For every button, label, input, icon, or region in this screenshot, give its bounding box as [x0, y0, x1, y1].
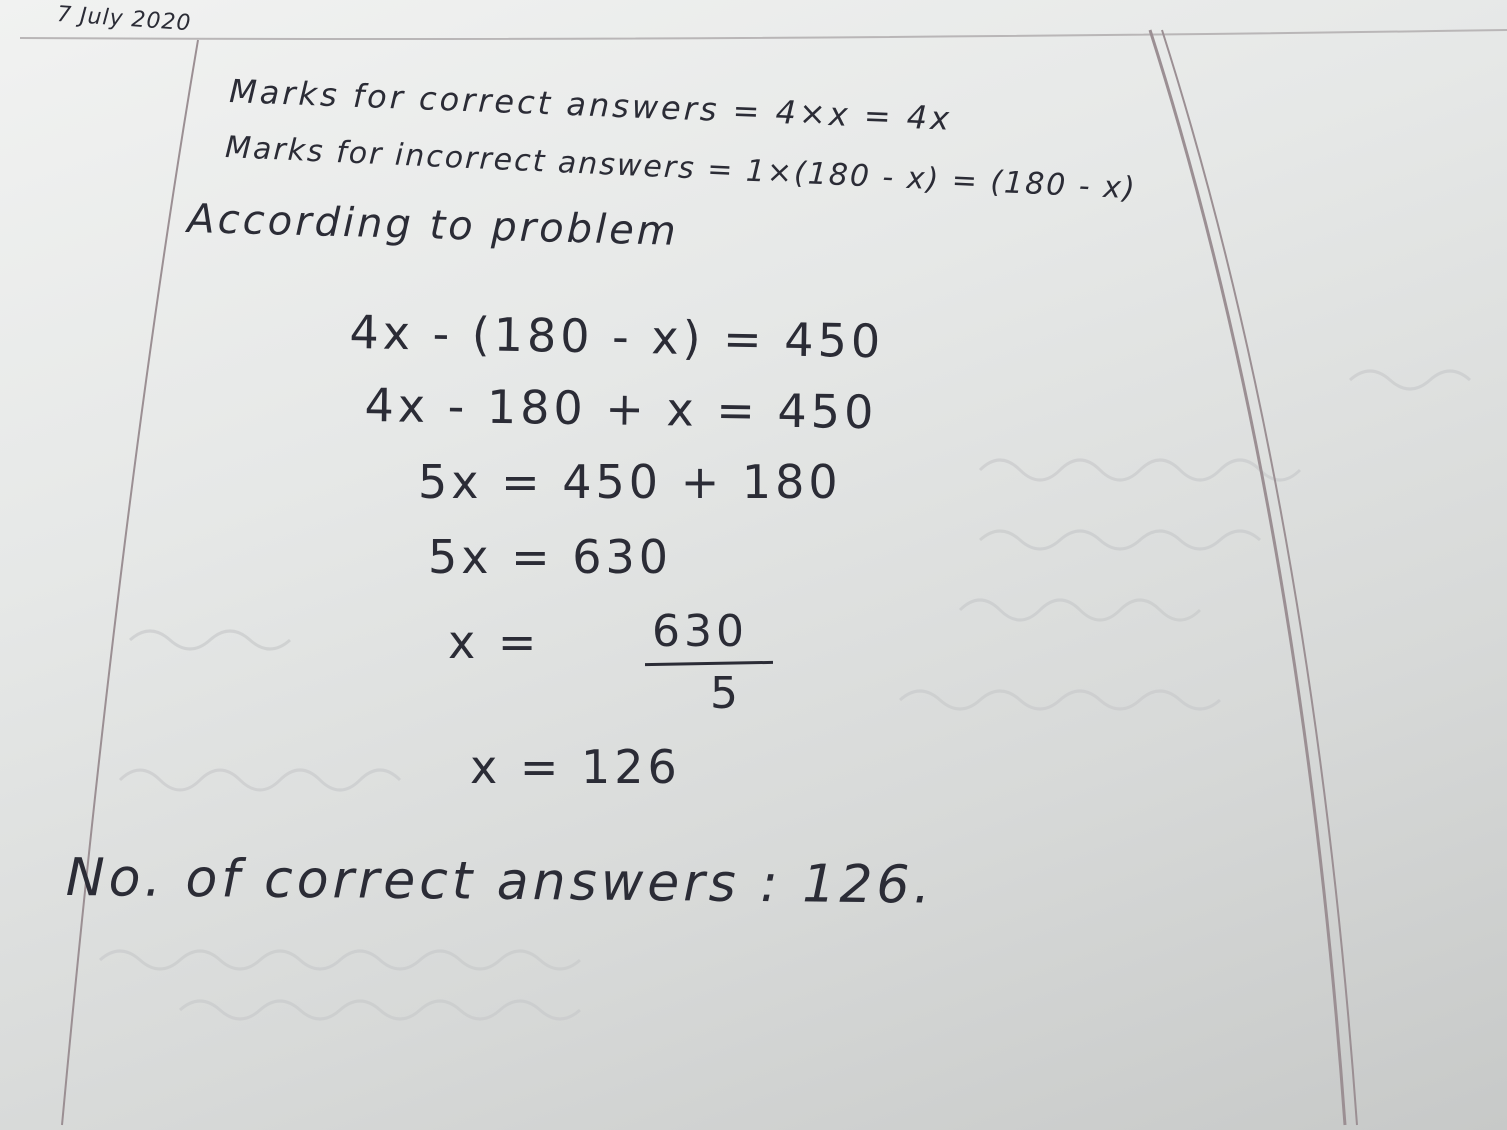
- marks-incorrect-line: Marks for incorrect answers = 1×(180 - x) = (180 - x): [224, 130, 1138, 207]
- fraction-denominator: 5: [710, 668, 739, 719]
- equation-step-5-lhs: x =: [448, 615, 541, 669]
- page-date: 7 July 2020: [56, 2, 193, 37]
- equation-step-2: 4x - 180 + x = 450: [364, 378, 878, 440]
- equation-step-6: x = 126: [470, 740, 681, 794]
- equation-step-1: 4x - (180 - x) = 450: [349, 305, 885, 369]
- equation-step-4: 5x = 630: [428, 530, 673, 584]
- equation-step-3: 5x = 450 + 180: [418, 455, 842, 509]
- fraction-numerator: 630: [652, 606, 748, 657]
- according-to-problem-line: According to problem: [186, 196, 680, 255]
- final-answer: No. of correct answers : 126.: [65, 848, 935, 916]
- marks-correct-line: Marks for correct answers = 4×x = 4x: [228, 72, 953, 138]
